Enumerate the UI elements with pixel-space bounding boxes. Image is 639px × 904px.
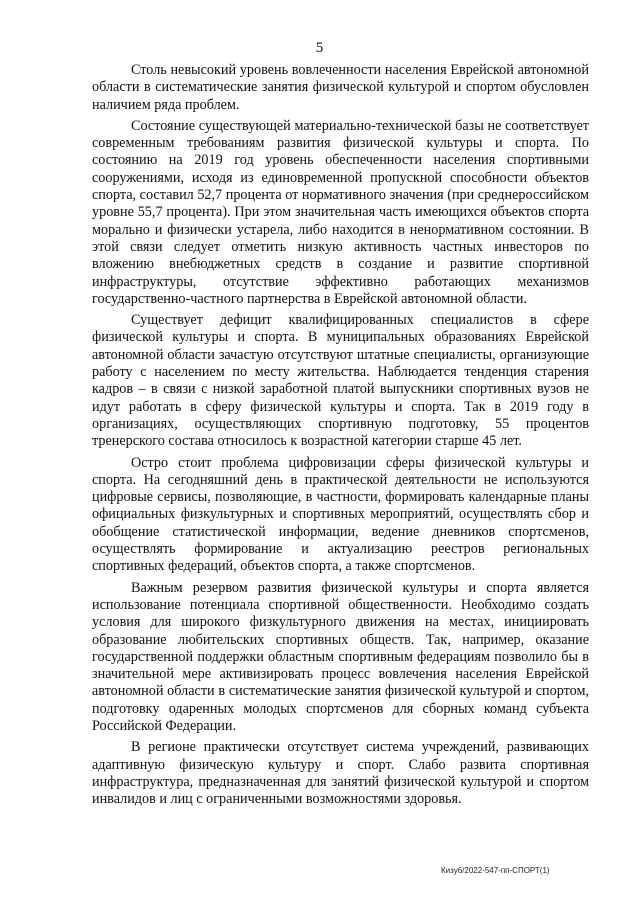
paragraph-3: Существует дефицит квалифицированных специалистов в сфере физической культуры и спорта. В муниципальных образованиях Еврейской автономной области зачастую отсутствуют штатные специалисты, организующие работу с населением по месту жительства. Наблюдается тенденция старения кадров – в связи с низкой заработной платой выпускники спортивных вузов не идут работать в сферу физической культуры и спорта. Так в 2019 году в организациях, осуществляющих спортивную подготовку, 55 процентов тренерского состава относилось к возрастной категории старше 45 лет. — [92, 312, 589, 450]
document-body — [92, 62, 589, 812]
paragraph-6: В регионе практически отсутствует система учреждений, развивающих адаптивную физическую культуру и спорт. Слабо развита спортивная инфраструктура, предназначенная для занятий физической культурой и спортом инвалидов и лиц с ограниченными возможностями здоровья. — [92, 739, 589, 808]
paragraph-2: Состояние существующей материально-технической базы не соответствует современным требованиям развития физической культуры и спорта. По состоянию на 2019 год уровень обеспеченности населения спортивными сооружениями, исходя из единовременной пропускной способности объектов спорта, составил 52,7 процента от нормативного значения (при среднероссийском уровне 55,7 процента). При этом значительная часть имеющихся объектов спорта морально и физически устарела, либо находится в ненормативном состоянии. В этой связи следует отметить низкую активность частных инвесторов по вложению внебюджетных средств в создание и развитие спортивной инфраструктуры, отсутствие эффективно работающих механизмов государственно-частного партнерства в Еврейской автономной области. — [92, 117, 589, 307]
paragraph-1: Столь невысокий уровень вовлеченности населения Еврейской автономной области в систематические занятия физической культурой и спортом обусловлен наличием ряда проблем. — [92, 62, 589, 113]
document-code: Кизу6/2022-547-пп-СПОРТ(1) — [441, 866, 550, 875]
page-number: 5 — [315, 40, 324, 56]
paragraph-4: Остро стоит проблема цифровизации сферы физической культуры и спорта. На сегодняшний день в практической деятельности не используются цифровые сервисы, позволяющие, в частности, формировать календарные планы официальных физкультурных и спортивных мероприятий, осуществлять сбор и обобщение статистической информации, ведение дневников спортсменов, осуществлять формирование и актуализацию реестров региональных спортивных федераций, объектов спорта, а также спортсменов. — [92, 454, 589, 575]
paragraph-5: Важным резервом развития физической культуры и спорта является использование потенциала спортивной общественности. Необходимо создать условия для широкого физкультурного движения на местах, инициировать образование любительских спортивных обществ. Так, например, оказание государственной поддержки областным спортивным федерациям позволило бы в значительной мере активизировать процесс вовлечения населения Еврейской автономной области в систематические занятия физической культурой и спортом, подготовку одаренных молодых спортсменов для сборных команд субъекта Российской Федерации. — [92, 579, 589, 734]
